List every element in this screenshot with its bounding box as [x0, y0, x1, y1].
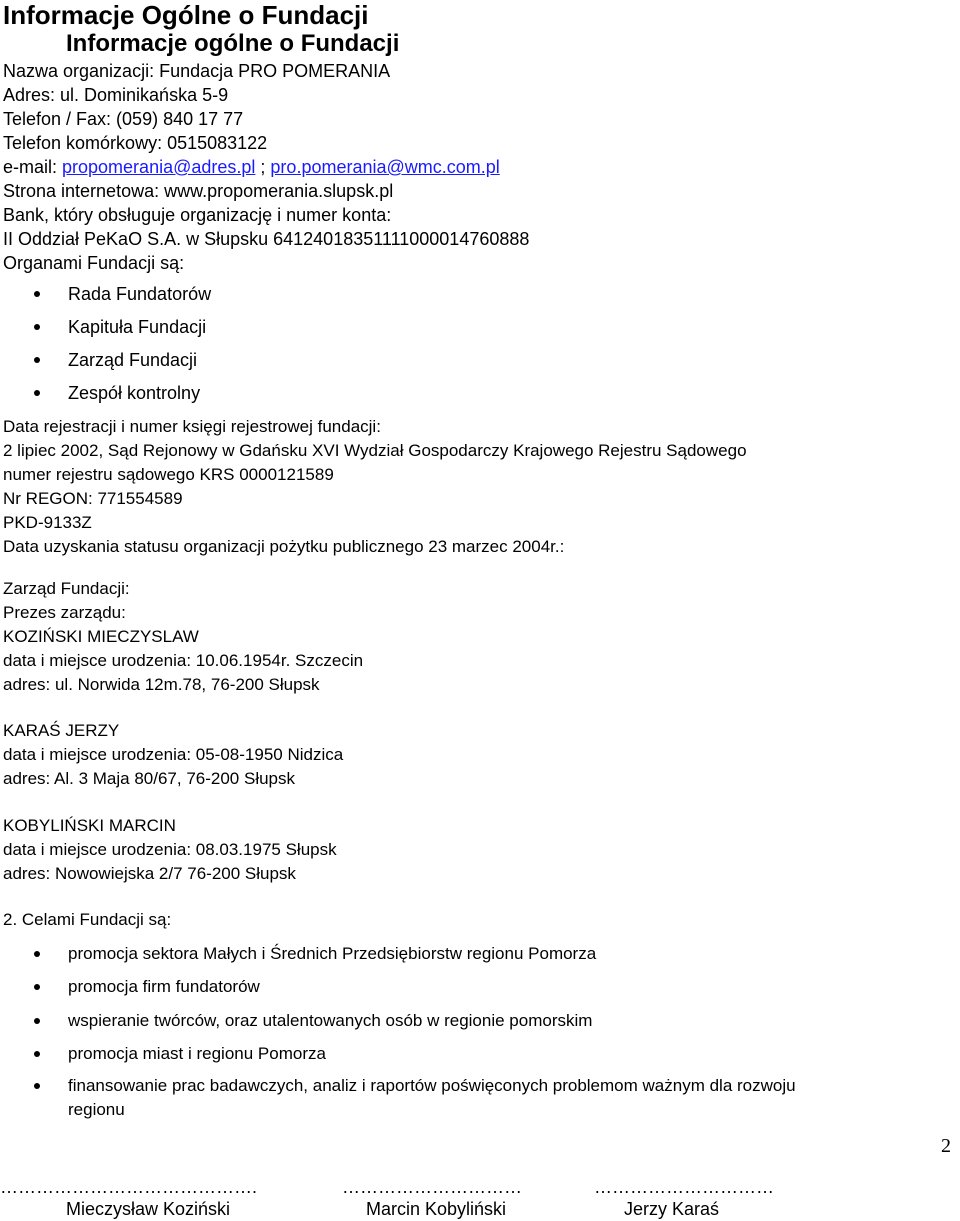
bullet-icon: [34, 1051, 40, 1057]
organ-item: Rada Fundatorów: [68, 284, 212, 304]
member-address: adres: Nowowiejska 2/7 76-200 Słupsk: [3, 864, 296, 883]
email-line: [3, 156, 500, 178]
goal-item: promocja miast i regionu Pomorza: [68, 1044, 326, 1063]
member-address: adres: ul. Norwida 12m.78, 76-200 Słupsk: [3, 675, 320, 694]
goal-item: finansowanie prac badawczych, analiz i raportów poświęconych problemom ważnym dla rozwoju: [68, 1076, 796, 1095]
goal-item: promocja firm fundatorów: [68, 977, 260, 996]
bullet-icon: [34, 1083, 40, 1089]
bullet-icon: [34, 951, 40, 957]
registration-court: 2 lipiec 2002, Sąd Rejonowy w Gdańsku XVI Wydział Gospodarczy Krajowego Rejestru Sądowego: [3, 441, 747, 460]
pkd-code: PKD-9133Z: [3, 513, 92, 532]
organ-item: Zarząd Fundacji: [68, 350, 198, 370]
goals-label: 2. Celami Fundacji są:: [3, 910, 172, 929]
organization-name: Nazwa organizacji: Fundacja PRO POMERANIA: [3, 61, 391, 81]
page-number: 2: [941, 1135, 951, 1157]
phone-fax: Telefon / Fax: (059) 840 17 77: [3, 109, 244, 129]
signature-name: Jerzy Karaś: [624, 1199, 720, 1219]
bullet-icon: [34, 984, 40, 990]
email-link-2[interactable]: pro.pomerania@wmc.com.pl: [270, 157, 500, 177]
bullet-icon: [34, 291, 40, 297]
mobile-phone: Telefon komórkowy: 0515083122: [3, 133, 268, 153]
member-name: KOBYLIŃSKI MARCIN: [3, 816, 176, 835]
goal-item-continuation: regionu: [68, 1100, 125, 1119]
email-separator: ;: [255, 157, 271, 177]
email-link-1[interactable]: propomerania@adres.pl: [62, 157, 256, 177]
email-label: e-mail:: [3, 157, 63, 177]
member-address: adres: Al. 3 Maja 80/67, 76-200 Słupsk: [3, 769, 296, 788]
opp-status: Data uzyskania statusu organizacji pożytku publicznego 23 marzec 2004r.:: [3, 537, 565, 556]
regon-number: Nr REGON: 771554589: [3, 489, 183, 508]
member-name: KARAŚ JERZY: [3, 721, 120, 740]
signature-dots: …………………………………….: [0, 1177, 258, 1197]
signature-dots: …………………………: [342, 1177, 522, 1197]
signature-name: Marcin Kobyliński: [366, 1199, 507, 1219]
bullet-icon: [34, 390, 40, 396]
organ-item: Zespół kontrolny: [68, 383, 201, 403]
bullet-icon: [34, 1018, 40, 1024]
signature-name: Mieczysław Koziński: [66, 1199, 231, 1219]
board-label: Zarząd Fundacji:: [3, 579, 130, 598]
bank-account: II Oddział PeKaO S.A. w Słupsku 64124018351111000014760888: [3, 229, 530, 249]
member-birth: data i miejsce urodzenia: 05-08-1950 Nidzica: [3, 745, 344, 764]
signature-dots: …………………………: [594, 1177, 774, 1197]
page-title: Informacje Ogólne o Fundacji: [3, 0, 369, 30]
organization-address: Adres: ul. Dominikańska 5-9: [3, 85, 229, 105]
organ-item: Kapituła Fundacji: [68, 317, 207, 337]
website: Strona internetowa: www.propomerania.slupsk.pl: [3, 181, 394, 201]
registration-krs: numer rejestru sądowego KRS 0000121589: [3, 465, 334, 484]
goal-item: promocja sektora Małych i Średnich Przedsiębiorstw regionu Pomorza: [68, 944, 597, 963]
bullet-icon: [34, 357, 40, 363]
member-name: KOZIŃSKI MIECZYSLAW: [3, 627, 199, 646]
member-birth: data i miejsce urodzenia: 08.03.1975 Słupsk: [3, 840, 337, 859]
bank-label: Bank, który obsługuje organizację i numer konta:: [3, 205, 392, 225]
page-subtitle: Informacje ogólne o Fundacji: [66, 30, 400, 57]
president-label: Prezes zarządu:: [3, 603, 126, 622]
bullet-icon: [34, 324, 40, 330]
organs-label: Organami Fundacji są:: [3, 253, 185, 273]
member-birth: data i miejsce urodzenia: 10.06.1954r. Szczecin: [3, 651, 364, 670]
goal-item: wspieranie twórców, oraz utalentowanych osób w regionie pomorskim: [68, 1011, 593, 1030]
registration-label: Data rejestracji i numer księgi rejestrowej fundacji:: [3, 417, 381, 436]
